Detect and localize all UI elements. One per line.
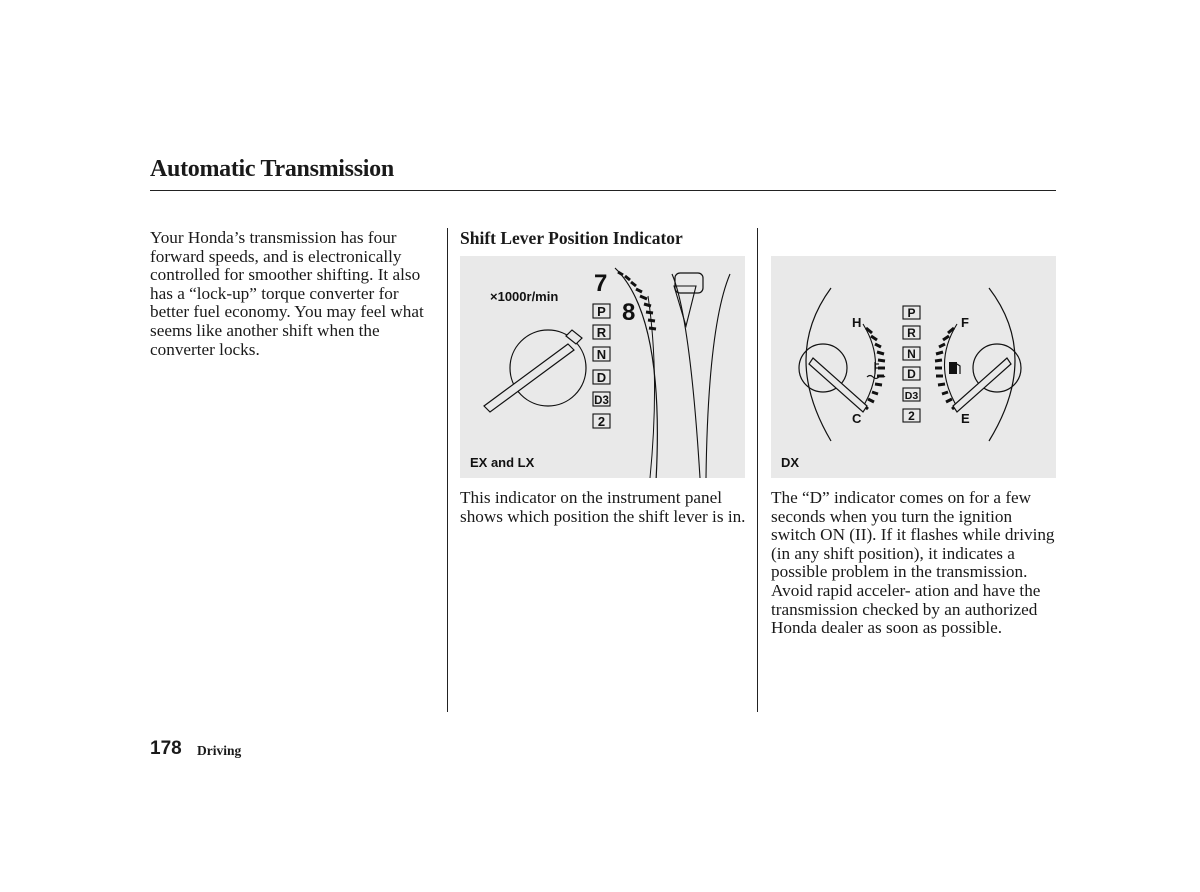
d-indicator-paragraph: The “D” indicator comes on for a few seconds when you turn the ignition switch ON (II). If it flashes while driving (in any shift position), it indicates a possible problem in the transmission. Avoid rapid acceler- ation and have the transmission checked by an authorized Honda dealer as soon as possible. <box>771 488 1055 638</box>
fuel-pump-icon <box>949 362 960 374</box>
temp-gauge-ticks <box>863 328 885 409</box>
gear-d3: D3 <box>594 395 609 407</box>
tach-unit-label: ×1000r/min <box>490 289 559 304</box>
figure-dx <box>771 256 1056 478</box>
indicator-paragraph: This indicator on the instrument panel shows which position the shift lever is in. <box>460 488 746 526</box>
figure-caption-ex-lx: EX and LX <box>470 455 535 470</box>
figure-ex-lx <box>460 256 745 478</box>
instrument-cluster-ex-lx-illustration <box>460 256 745 478</box>
gear-2: 2 <box>597 414 606 429</box>
gear-d3: D3 <box>904 390 919 402</box>
temp-cold-label: C <box>852 411 862 426</box>
tach-number-8: 8 <box>622 299 636 326</box>
gear-d: D <box>907 367 916 381</box>
tach-number-7: 7 <box>594 270 608 297</box>
fuel-empty-label: E <box>961 411 970 426</box>
tach-inner-arc <box>648 296 655 478</box>
instrument-cluster-dx-illustration <box>771 256 1056 478</box>
gear-r: R <box>907 326 916 340</box>
page-number: 178 <box>150 738 182 759</box>
gear-n: N <box>596 347 607 362</box>
fuel-needle-icon <box>953 358 1011 412</box>
section-subheading: Shift Lever Position Indicator <box>460 228 683 248</box>
temp-hot-label: H <box>852 315 862 330</box>
gear-position-indicator <box>903 306 920 423</box>
warning-lamp-icon <box>675 273 703 293</box>
intro-paragraph: Your Honda’s transmission has four forward speeds, and is electronically controlled for smoother shifting. It also has a “lock-up” torque converter for better fuel economy. You may feel what seems like another shift when the converter locks. <box>150 228 424 359</box>
gear-d: D <box>596 370 607 385</box>
gear-p: P <box>597 304 606 319</box>
gauge-needle-icon <box>484 330 582 412</box>
gear-position-indicator <box>593 304 610 429</box>
title-divider <box>150 190 1056 191</box>
temp-needle-icon <box>809 358 867 412</box>
gear-p: P <box>907 306 916 320</box>
column-divider-left <box>447 228 448 712</box>
page-title: Automatic Transmission <box>150 156 394 182</box>
fuel-full-label: F <box>961 315 969 330</box>
coolant-temp-icon <box>867 362 885 379</box>
gear-n: N <box>907 347 916 361</box>
section-name: Driving <box>197 743 242 758</box>
figure-caption-dx: DX <box>781 455 800 470</box>
column-divider-right <box>757 228 758 712</box>
gear-r: R <box>596 325 607 340</box>
gear-2: 2 <box>908 409 915 423</box>
